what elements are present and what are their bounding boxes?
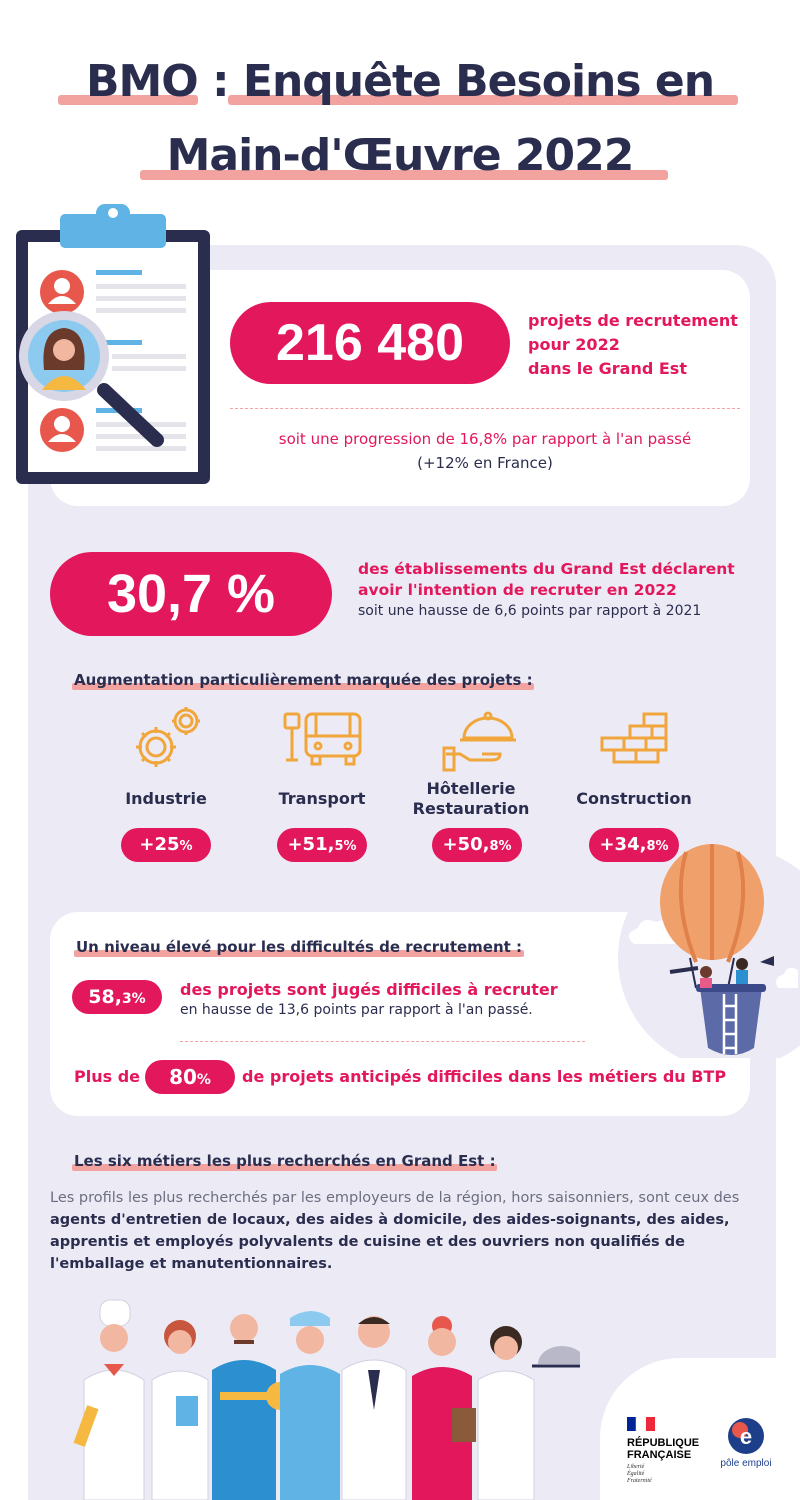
progress-line2: (+12% en France) — [417, 454, 553, 472]
difficulties-percent-suffix: 3% — [121, 991, 146, 1007]
bricks-icon — [600, 712, 670, 770]
recruitment-count: 216 480 — [276, 314, 464, 372]
btp-percent-suffix: % — [196, 1072, 211, 1088]
sector-label-construction: Construction — [576, 789, 692, 808]
hot-air-balloon-icon — [610, 838, 800, 1058]
establishments-text — [358, 559, 735, 622]
sector-value-hotellerie — [432, 828, 522, 862]
sector-value-industrie-main: +25 — [139, 834, 180, 855]
btp-prefix: Plus de — [74, 1067, 140, 1086]
jobs-bold-text: agents d'entretien de locaux, des aides à domicile, des aides-soignants, des aides, apprentis et employés polyvalents de cuisine et des ouvriers non qualifiés de l'emballage et manutentionnaires. — [50, 1212, 730, 1272]
establishments-line3: soit une hausse de 6,6 points par rapport à 2021 — [358, 603, 702, 619]
sector-value-hotellerie-main: +50, — [442, 834, 490, 855]
sector-value-industrie-suffix: % — [179, 839, 193, 854]
difficulties-line2: en hausse de 13,6 points par rapport à l'an passé. — [180, 1002, 533, 1018]
btp-percent-pill — [145, 1060, 235, 1094]
establishments-percent-pill — [50, 552, 332, 636]
gears-icon — [130, 705, 206, 773]
jobs-paragraph — [50, 1187, 755, 1275]
recruitment-label-line3: dans le Grand Est — [528, 359, 687, 378]
recruitment-label — [528, 309, 738, 381]
sector-value-construction-suffix: 8% — [646, 839, 669, 854]
btp-percent-main: 80 — [169, 1065, 197, 1089]
republique-line1: RÉPUBLIQUE — [627, 1437, 700, 1449]
divider — [230, 408, 740, 409]
page-title-line1: BMO : Enquête Besoins en — [85, 56, 715, 107]
difficulties-divider — [180, 1041, 585, 1042]
sector-label-industrie: Industrie — [125, 789, 207, 808]
devise-fraternite: Fraternité — [627, 1478, 652, 1484]
devise-liberte: Liberté — [627, 1464, 645, 1470]
workers-illustration — [60, 1296, 580, 1500]
recruitment-label-line1: projets de recrutement — [528, 311, 738, 330]
difficulties-percent-main: 58, — [88, 986, 122, 1008]
pole-emploi-icon — [726, 1416, 766, 1456]
pole-emploi-label: pôle emploi — [720, 1458, 772, 1469]
republique-line2: FRANÇAISE — [627, 1449, 692, 1461]
difficulties-percent-pill — [72, 980, 162, 1014]
marianne-flag-icon — [627, 1417, 655, 1431]
establishments-line1: des établissements du Grand Est déclarent — [358, 560, 735, 578]
sector-value-construction-main: +34, — [599, 834, 647, 855]
sectors-heading: Augmentation particulièrement marquée des projets : — [74, 671, 533, 689]
establishments-percent: 30,7 % — [106, 564, 276, 624]
recruitment-label-line2: pour 2022 — [528, 335, 620, 354]
pole-emploi-logo — [706, 1416, 786, 1469]
progress-text — [230, 427, 740, 475]
republique-francaise-logo — [627, 1416, 707, 1485]
sector-value-transport — [277, 828, 367, 862]
jobs-heading: Les six métiers les plus recherchés en Grand Est : — [74, 1152, 496, 1170]
difficulties-line1: des projets sont jugés difficiles à recruter — [180, 980, 558, 999]
recruitment-count-pill — [230, 302, 510, 384]
clipboard-icon — [12, 200, 212, 490]
cloche-icon — [442, 710, 522, 772]
progress-line1: soit une progression de 16,8% par rapport à l'an passé — [278, 430, 692, 448]
sector-value-transport-suffix: 5% — [334, 839, 357, 854]
difficulties-heading: Un niveau élevé pour les difficultés de recrutement : — [76, 938, 523, 956]
sector-value-transport-main: +51, — [287, 834, 335, 855]
page-title-line2: Main-d'Œuvre 2022 — [166, 130, 634, 181]
difficulties-text — [180, 979, 558, 1021]
btp-suffix: de projets anticipés difficiles dans les métiers du BTP — [242, 1067, 727, 1086]
establishments-line2: avoir l'intention de recruter en 2022 — [358, 581, 677, 599]
sector-value-industrie — [121, 828, 211, 862]
bus-icon — [282, 710, 366, 772]
sector-label-hotellerie: Hôtellerie Restauration — [412, 779, 530, 818]
jobs-intro: Les profils les plus recherchés par les employeurs de la région, hors saisonniers, sont ceux des — [50, 1190, 740, 1206]
sector-value-hotellerie-suffix: 8% — [489, 839, 512, 854]
sector-label-transport: Transport — [278, 789, 366, 808]
svg-text:e: e — [739, 1424, 753, 1449]
devise-egalite: Égalité — [627, 1471, 645, 1477]
